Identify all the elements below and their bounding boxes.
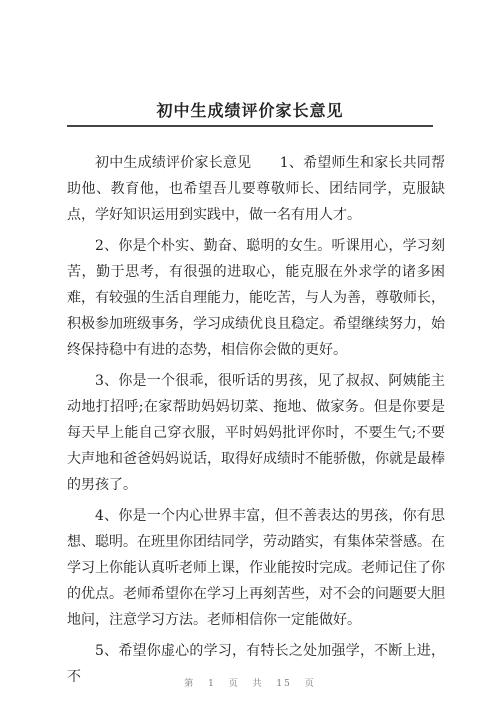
page-number-footer: 第 1 页 共 15 页	[184, 679, 316, 689]
paragraph-2: 2、你是个朴实、勤奋、聪明的女生。听课用心，学习刻苦，勤于思考，有很强的进取心，能克服在外求学的诸多困难，有较强的生活自理能力，能吃苦，与人为善，尊敬师长，积极参加班级事务，学习成绩优良且稳定。希望继续努力，始终保持稳中有进的态势，相信你会做的更好。	[67, 238, 445, 358]
paragraph-4: 4、你是一个内心世界丰富，但不善表达的男孩，你有思想、聪明。在班里你团结同学，劳动踏实，有集体荣誉感。在学习上你能认真听老师上课，作业能按时完成。老师记住了你的优点。老师希望你在学习上再刻苦些，对不会的问题要大胆地问，注意学习方法。老师相信你一定能做好。	[67, 508, 445, 628]
paragraph-5: 5、希望你虚心的学习，有特长之处加强学，不断上进，不	[67, 643, 445, 685]
paragraph-1: 初中生成绩评价家长意见 1、希望师生和家长共同帮助他、教育他，也希望吾儿要尊敬师长、团结同学，克服缺点，学好知识运用到实践中，做一名有用人才。	[67, 155, 445, 223]
paragraph-3: 3、你是一个很乖，很听话的男孩，见了叔叔、阿姨能主动地打招呼;在家帮助妈妈切菜、拖地、做家务。但是你要是每天早上能自己穿衣服，平时妈妈批评你时，不要生气;不要大声地和爸爸妈妈说话，取得好成绩时不能骄傲，你就是最棒的男孩了。	[67, 373, 445, 493]
document-title: 初中生成绩评价家长意见	[156, 101, 344, 120]
title-divider	[67, 125, 433, 127]
document-body	[67, 150, 445, 695]
